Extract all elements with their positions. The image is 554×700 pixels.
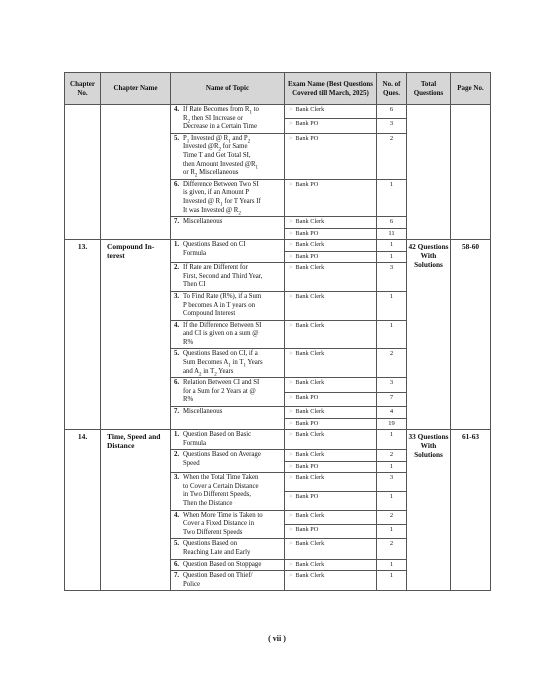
exam-label: Bank Clerk xyxy=(295,572,325,580)
exam-label: Bank PO xyxy=(295,180,319,188)
exam-label: Bank Clerk xyxy=(295,379,325,387)
question-count: 1 xyxy=(377,251,407,263)
question-count: 19 xyxy=(377,418,407,430)
topic-cell xyxy=(171,510,285,539)
topic-title: When the Total Time Taken to Cover a Certain Distance in Two Different Speeds, Then the Distance xyxy=(183,474,259,507)
exam-label: Bank Clerk xyxy=(295,321,325,329)
exam-label: Bank PO xyxy=(295,419,319,427)
topic-cell xyxy=(171,407,285,430)
exam-name xyxy=(285,378,377,392)
topic-number: 3. xyxy=(174,474,180,482)
bullet-arrow-icon: > xyxy=(289,230,293,237)
question-count: 6 xyxy=(377,105,407,119)
topic-title: Difference Between Two SI is given, if an Amount P Invested @ $R_1$ for T Years If It was Invested @ $R_2$ xyxy=(183,180,261,216)
topic-number: 7. xyxy=(174,218,180,226)
question-count: 2 xyxy=(377,349,407,378)
exam-name xyxy=(285,263,377,292)
header-total: Total Questions xyxy=(407,73,451,105)
exam-label: Bank Clerk xyxy=(295,511,325,519)
topic-title: If Rate are Different for First, Second and Third Year, Then CI xyxy=(183,264,263,289)
header-chapter-name: Chapter Name xyxy=(101,73,171,105)
bullet-arrow-icon: > xyxy=(289,475,293,482)
topic-title: Miscellaneous xyxy=(183,218,223,226)
table-row xyxy=(65,105,491,119)
exam-label: Bank PO xyxy=(295,134,319,142)
chapter-name xyxy=(101,105,171,240)
topic-title: Questions Based on CI, if a Sum Becomes $A_1$ in $T_1$ Years and $A_2$ in $T_2$ Years xyxy=(183,350,263,378)
bullet-arrow-icon: > xyxy=(289,253,293,260)
header-exam: Exam Name (Best Questions Covered till March, 2025) xyxy=(285,73,377,105)
exam-name xyxy=(285,392,377,406)
exam-name xyxy=(285,461,377,473)
question-count: 3 xyxy=(377,378,407,392)
toc-page xyxy=(64,72,490,591)
exam-label: Bank Clerk xyxy=(295,431,325,439)
exam-label: Bank Clerk xyxy=(295,540,325,548)
question-count: 1 xyxy=(377,559,407,571)
exam-name xyxy=(285,450,377,462)
exam-label: Bank PO xyxy=(295,462,319,470)
bullet-arrow-icon: > xyxy=(289,107,293,113)
topic-cell xyxy=(171,240,285,263)
exam-name xyxy=(285,320,377,349)
bullet-arrow-icon: > xyxy=(289,394,293,401)
chapter-name: Time, Speed and Distance xyxy=(101,430,171,591)
exam-label: Bank Clerk xyxy=(295,408,325,416)
topic-cell xyxy=(171,133,285,179)
exam-label: Bank PO xyxy=(295,393,319,401)
topic-number: 1. xyxy=(174,431,180,439)
page-range xyxy=(451,105,491,240)
exam-name xyxy=(285,491,377,510)
question-count: 1 xyxy=(377,179,407,216)
topic-cell xyxy=(171,105,285,134)
topic-title: Questions Based on Reaching Late and Early xyxy=(183,540,251,556)
exam-label: Bank Clerk xyxy=(295,350,325,358)
bullet-arrow-icon: > xyxy=(289,561,293,568)
exam-name xyxy=(285,217,377,229)
exam-name xyxy=(285,349,377,378)
topic-title: Question Based on Basic Formula xyxy=(183,431,252,447)
topic-title: To Find Rate (R%), if a Sum P becomes A in T years on Compound Interest xyxy=(183,292,262,318)
exam-label: Bank PO xyxy=(295,252,319,260)
bullet-arrow-icon: > xyxy=(289,463,293,470)
bullet-arrow-icon: > xyxy=(289,135,293,142)
exam-name xyxy=(285,228,377,240)
table-row xyxy=(65,240,491,252)
exam-label: Bank Clerk xyxy=(295,292,325,300)
question-count: 1 xyxy=(377,461,407,473)
bullet-arrow-icon: > xyxy=(289,322,293,329)
total-questions: 33 Questions With Solutions xyxy=(407,430,451,591)
exam-label: Bank PO xyxy=(295,120,319,128)
bullet-arrow-icon: > xyxy=(289,512,293,519)
bullet-arrow-icon: > xyxy=(289,432,293,439)
question-count: 1 xyxy=(377,291,407,320)
bullet-arrow-icon: > xyxy=(289,242,293,249)
topic-number: 5. xyxy=(174,540,180,548)
topic-cell xyxy=(171,378,285,407)
topic-cell xyxy=(171,539,285,559)
header-row xyxy=(65,73,491,105)
exam-name xyxy=(285,407,377,419)
bullet-arrow-icon: > xyxy=(289,573,293,580)
question-count: 3 xyxy=(377,473,407,492)
exam-label: Bank Clerk xyxy=(295,474,325,482)
question-count: 2 xyxy=(377,133,407,179)
question-count: 1 xyxy=(377,491,407,510)
question-count: 2 xyxy=(377,510,407,524)
header-chapter-no: Chapter No. xyxy=(65,73,101,105)
topic-number: 4. xyxy=(174,511,180,519)
topic-cell xyxy=(171,571,285,591)
question-count: 1 xyxy=(377,571,407,591)
question-count: 3 xyxy=(377,263,407,292)
topic-title: Question Based on Stoppage xyxy=(183,560,262,568)
topic-title: Relation Between CI and SI for a Sum for 2 Years at @ R% xyxy=(183,379,260,404)
exam-name xyxy=(285,571,377,591)
bullet-arrow-icon: > xyxy=(289,121,293,128)
topic-cell xyxy=(171,559,285,571)
toc-body xyxy=(65,105,491,591)
exam-label: Bank Clerk xyxy=(295,218,325,226)
topic-title: When More Time is Taken to Cover a Fixed Distance in Two Different Speeds xyxy=(183,511,263,536)
question-count: 7 xyxy=(377,392,407,406)
exam-label: Bank PO xyxy=(295,525,319,533)
topic-title: If Rate Becomes from $R_1$ to $R_2$ then SI Increase or Decrease in a Certain Time xyxy=(183,106,259,131)
total-questions: 42 Questions With Solutions xyxy=(407,240,451,430)
exam-name xyxy=(285,510,377,524)
question-count: 1 xyxy=(377,430,407,450)
exam-label: Bank Clerk xyxy=(295,451,325,459)
toc-table xyxy=(64,72,491,591)
topic-title: Questions Based on Average Speed xyxy=(183,451,261,467)
question-count: 1 xyxy=(377,240,407,252)
question-count: 2 xyxy=(377,539,407,559)
table-row xyxy=(65,430,491,450)
topic-number: 5. xyxy=(174,350,180,358)
question-count: 1 xyxy=(377,320,407,349)
topic-title: If the Difference Between SI and CI is given on a sum @ R% xyxy=(183,321,262,346)
question-count: 3 xyxy=(377,119,407,133)
bullet-arrow-icon: > xyxy=(289,541,293,548)
exam-name xyxy=(285,291,377,320)
topic-number: 2. xyxy=(174,451,180,459)
topic-number: 6. xyxy=(174,379,180,387)
topic-cell xyxy=(171,450,285,473)
exam-label: Bank PO xyxy=(295,492,319,500)
bullet-arrow-icon: > xyxy=(289,219,293,226)
chapter-number: 13. xyxy=(65,240,101,430)
chapter-number xyxy=(65,105,101,240)
exam-name xyxy=(285,430,377,450)
topic-number: 7. xyxy=(174,408,180,416)
exam-name xyxy=(285,119,377,133)
topic-cell xyxy=(171,473,285,510)
chapter-number: 14. xyxy=(65,430,101,591)
exam-label: Bank Clerk xyxy=(295,560,325,568)
bullet-arrow-icon: > xyxy=(289,351,293,358)
topic-number: 5. xyxy=(174,134,180,142)
bullet-arrow-icon: > xyxy=(289,452,293,459)
topic-cell xyxy=(171,217,285,240)
topic-number: 6. xyxy=(174,180,180,188)
exam-label: Bank Clerk xyxy=(295,241,325,249)
exam-name xyxy=(285,524,377,538)
exam-name xyxy=(285,559,377,571)
bullet-arrow-icon: > xyxy=(289,265,293,272)
topic-title: Question Based on Thief/ Police xyxy=(183,572,253,588)
chapter-name: Compound In-terest xyxy=(101,240,171,430)
bullet-arrow-icon: > xyxy=(289,181,293,188)
total-questions xyxy=(407,105,451,240)
question-count: 1 xyxy=(377,524,407,538)
bullet-arrow-icon: > xyxy=(289,409,293,416)
topic-number: 3. xyxy=(174,292,180,300)
header-page: Page No. xyxy=(451,73,491,105)
exam-name xyxy=(285,473,377,492)
topic-cell xyxy=(171,349,285,378)
topic-cell xyxy=(171,179,285,216)
bullet-arrow-icon: > xyxy=(289,293,293,300)
page-range: 58-60 xyxy=(451,240,491,430)
header-topic: Name of Topic xyxy=(171,73,285,105)
topic-cell xyxy=(171,430,285,450)
topic-title: $P_1$ Invested @ $R_1$ and $P_2$ Invested $@R_2$ for Same Time T and Get Total SI, then Amount Invested $@R_1$ or $R_2$ Miscellaneous xyxy=(183,134,259,179)
exam-name xyxy=(285,179,377,216)
topic-cell xyxy=(171,320,285,349)
question-count: 11 xyxy=(377,228,407,240)
header-questions: No. of Ques. xyxy=(377,73,407,105)
topic-number: 4. xyxy=(174,321,180,329)
topic-number: 7. xyxy=(174,572,180,580)
topic-title: Miscellaneous xyxy=(183,408,223,416)
bullet-arrow-icon: > xyxy=(289,420,293,427)
exam-label: Bank Clerk xyxy=(295,264,325,272)
topic-number: 4. xyxy=(174,106,180,113)
bullet-arrow-icon: > xyxy=(289,526,293,533)
exam-name xyxy=(285,240,377,252)
topic-number: 1. xyxy=(174,241,180,249)
exam-label: Bank Clerk xyxy=(295,106,325,113)
question-count: 4 xyxy=(377,407,407,419)
exam-name xyxy=(285,539,377,559)
bullet-arrow-icon: > xyxy=(289,493,293,500)
topic-title: Questions Based on CI Formula xyxy=(183,241,246,257)
topic-number: 6. xyxy=(174,560,180,568)
exam-name xyxy=(285,105,377,119)
topic-cell xyxy=(171,263,285,292)
exam-name xyxy=(285,251,377,263)
exam-label: Bank PO xyxy=(295,229,319,237)
exam-name xyxy=(285,418,377,430)
page-number: ( vii ) xyxy=(268,634,286,643)
question-count: 6 xyxy=(377,217,407,229)
bullet-arrow-icon: > xyxy=(289,380,293,387)
topic-number: 2. xyxy=(174,264,180,272)
page-range: 61-63 xyxy=(451,430,491,591)
question-count: 2 xyxy=(377,450,407,462)
exam-name xyxy=(285,133,377,179)
topic-cell xyxy=(171,291,285,320)
